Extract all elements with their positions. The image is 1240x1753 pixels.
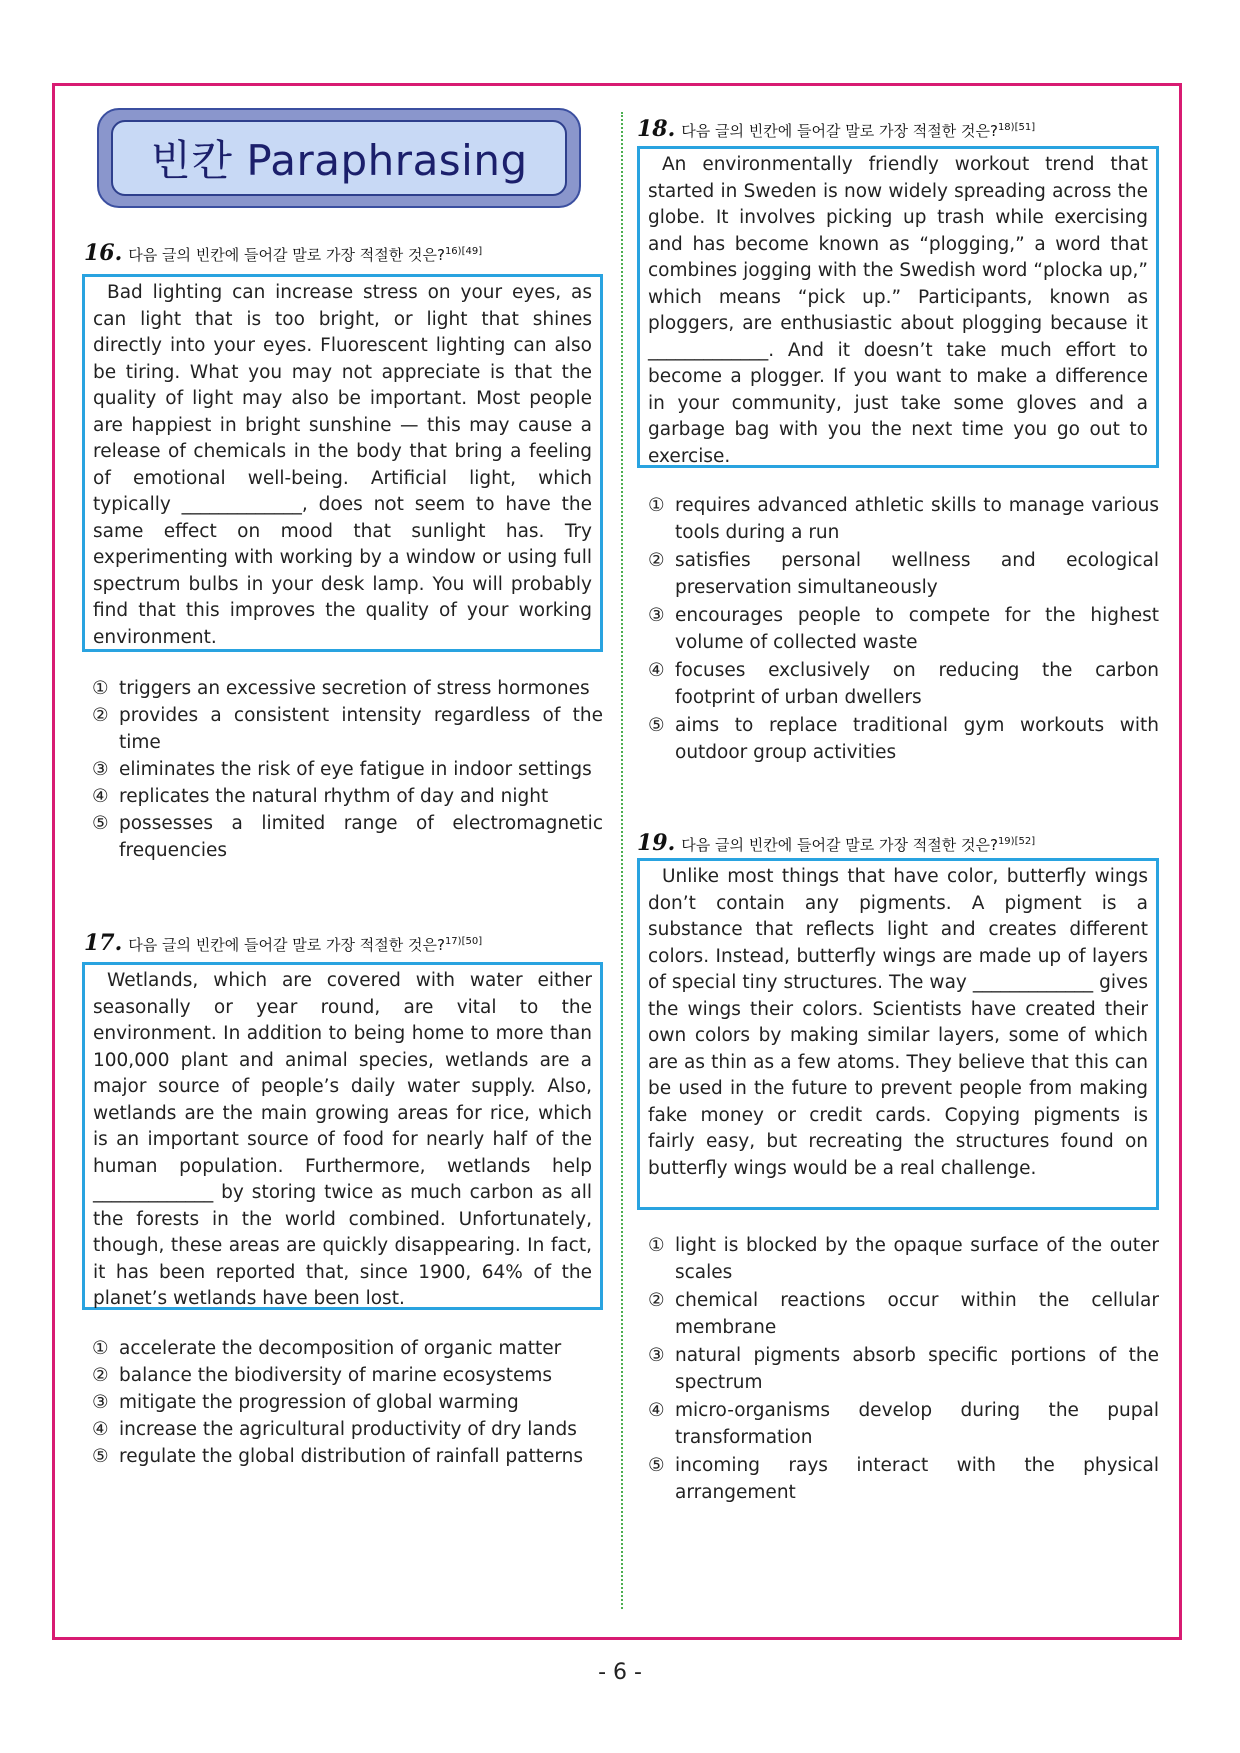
- question-number: 19.: [637, 830, 676, 856]
- question-18-options: [648, 492, 1159, 766]
- question-19-options: [648, 1232, 1159, 1506]
- question-17-header: [84, 930, 482, 956]
- option-2[interactable]: ② balance the biodiversity of marine ecosystems: [92, 1365, 553, 1386]
- option-3[interactable]: ③ eliminates the risk of eye fatigue in indoor settings: [92, 759, 592, 780]
- section-title-banner: [97, 108, 581, 208]
- question-16-header: [84, 240, 482, 266]
- question-16-options: [92, 675, 603, 864]
- option-3[interactable]: ③ encourages people to compete for the highest volume of collected waste: [648, 605, 1159, 653]
- question-number: 16.: [84, 240, 123, 266]
- option-5[interactable]: ⑤ incoming rays interact with the physical arrangement: [648, 1455, 1159, 1503]
- option-1[interactable]: ① accelerate the decomposition of organic matter: [92, 1338, 562, 1359]
- option-1[interactable]: ① requires advanced athletic skills to manage various tools during a run: [648, 495, 1159, 543]
- option-2[interactable]: ② satisfies personal wellness and ecological preservation simultaneously: [648, 550, 1159, 598]
- option-5[interactable]: ⑤ possesses a limited range of electromagnetic frequencies: [92, 813, 603, 861]
- question-prompt: 다음 글의 빈칸에 들어갈 말로 가장 적절한 것은?: [128, 936, 445, 954]
- option-2[interactable]: ② chemical reactions occur within the cellular membrane: [648, 1290, 1159, 1338]
- question-prompt: 다음 글의 빈칸에 들어갈 말로 가장 적절한 것은?: [681, 122, 998, 140]
- question-prompt: 다음 글의 빈칸에 들어갈 말로 가장 적절한 것은?: [128, 246, 445, 264]
- question-19-header: [637, 830, 1035, 856]
- option-1[interactable]: ① light is blocked by the opaque surface of the outer scales: [648, 1235, 1159, 1283]
- question-17-passage: Wetlands, which are covered with water either seasonally or year round, are vital to the environment. In addition to being home to more than 100,000 plant and animal species, wetlands are a major source of people’s daily water supply. Also, wetlands are the main growing areas for rice, which is an important source of food for nearly half of the human population. Furthermore, wetlands help _____________ by storing twice as much carbon as all the forests in the world combined. Unfortunately, though, these areas are quickly disappearing. In fact, it has been reported that, since 1900, 64% of the planet’s wetlands have been lost.: [82, 962, 603, 1310]
- question-number: 17.: [84, 930, 123, 956]
- option-4[interactable]: ④ focuses exclusively on reducing the carbon footprint of urban dwellers: [648, 660, 1159, 708]
- option-4[interactable]: ④ replicates the natural rhythm of day and night: [92, 786, 549, 807]
- question-ref: 19)[52]: [997, 836, 1036, 847]
- page-number: - 6 -: [598, 1660, 642, 1685]
- option-3[interactable]: ③ natural pigments absorb specific portions of the spectrum: [648, 1345, 1159, 1393]
- question-18-passage: An environmentally friendly workout trend that started in Sweden is now widely spreading across the globe. It involves picking up trash while exercising and has become known as “plogging,” a word that combines jogging with the Swedish word “plocka up,” which means “pick up.” Participants, known as ploggers, are enthusiastic about plogging because it _____________. And it doesn’t take much effort to become a plogger. If you want to make a difference in your community, just take some gloves and a garbage bag with you the next time you go out to exercise.: [637, 146, 1159, 468]
- option-3[interactable]: ③ mitigate the progression of global warming: [92, 1392, 519, 1413]
- question-ref: 16)[49]: [444, 246, 483, 257]
- question-number: 18.: [637, 116, 676, 142]
- option-4[interactable]: ④ micro-organisms develop during the pupal transformation: [648, 1400, 1159, 1448]
- option-5[interactable]: ⑤ regulate the global distribution of rainfall patterns: [92, 1446, 584, 1467]
- option-4[interactable]: ④ increase the agricultural productivity of dry lands: [92, 1419, 577, 1440]
- option-2[interactable]: ② provides a consistent intensity regardless of the time: [92, 705, 603, 753]
- question-prompt: 다음 글의 빈칸에 들어갈 말로 가장 적절한 것은?: [681, 836, 998, 854]
- section-title: 빈칸 Paraphrasing: [150, 136, 528, 185]
- option-5[interactable]: ⑤ aims to replace traditional gym workouts with outdoor group activities: [648, 715, 1159, 763]
- question-18-header: [637, 116, 1035, 142]
- question-16-passage: Bad lighting can increase stress on your eyes, as can light that is too bright, or light that shines directly into your eyes. Fluorescent lighting can also be tiring. What you may not appreciate is that the quality of light may also be important. Most people are happiest in bright sunshine — this may cause a release of chemicals in the body that bring a feeling of emotional well-being. Artificial light, which typically _____________, does not seem to have the same effect on mood that sunlight has. Try experimenting with working by a window or using full spectrum bulbs in your desk lamp. You will probably find that this improves the quality of your working environment.: [82, 274, 603, 652]
- question-ref: 18)[51]: [997, 122, 1036, 133]
- question-ref: 17)[50]: [444, 936, 483, 947]
- question-19-passage: Unlike most things that have color, butterfly wings don’t contain any pigments. A pigment is a substance that reflects light and creates different colors. Instead, butterfly wings are made up of layers of special tiny structures. The way _____________ gives the wings their colors. Scientists have created their own colors by making similar layers, some of which are as thin as a few atoms. They believe that this can be used in the future to prevent people from making fake money or credit cards. Copying pigments is fairly easy, but recreating the structures found on butterfly wings would be a real challenge.: [637, 858, 1159, 1210]
- section-title-inner: [111, 120, 567, 196]
- question-17-options: [92, 1335, 603, 1470]
- option-1[interactable]: ① triggers an excessive secretion of stress hormones: [92, 678, 590, 699]
- column-divider: [621, 112, 623, 1609]
